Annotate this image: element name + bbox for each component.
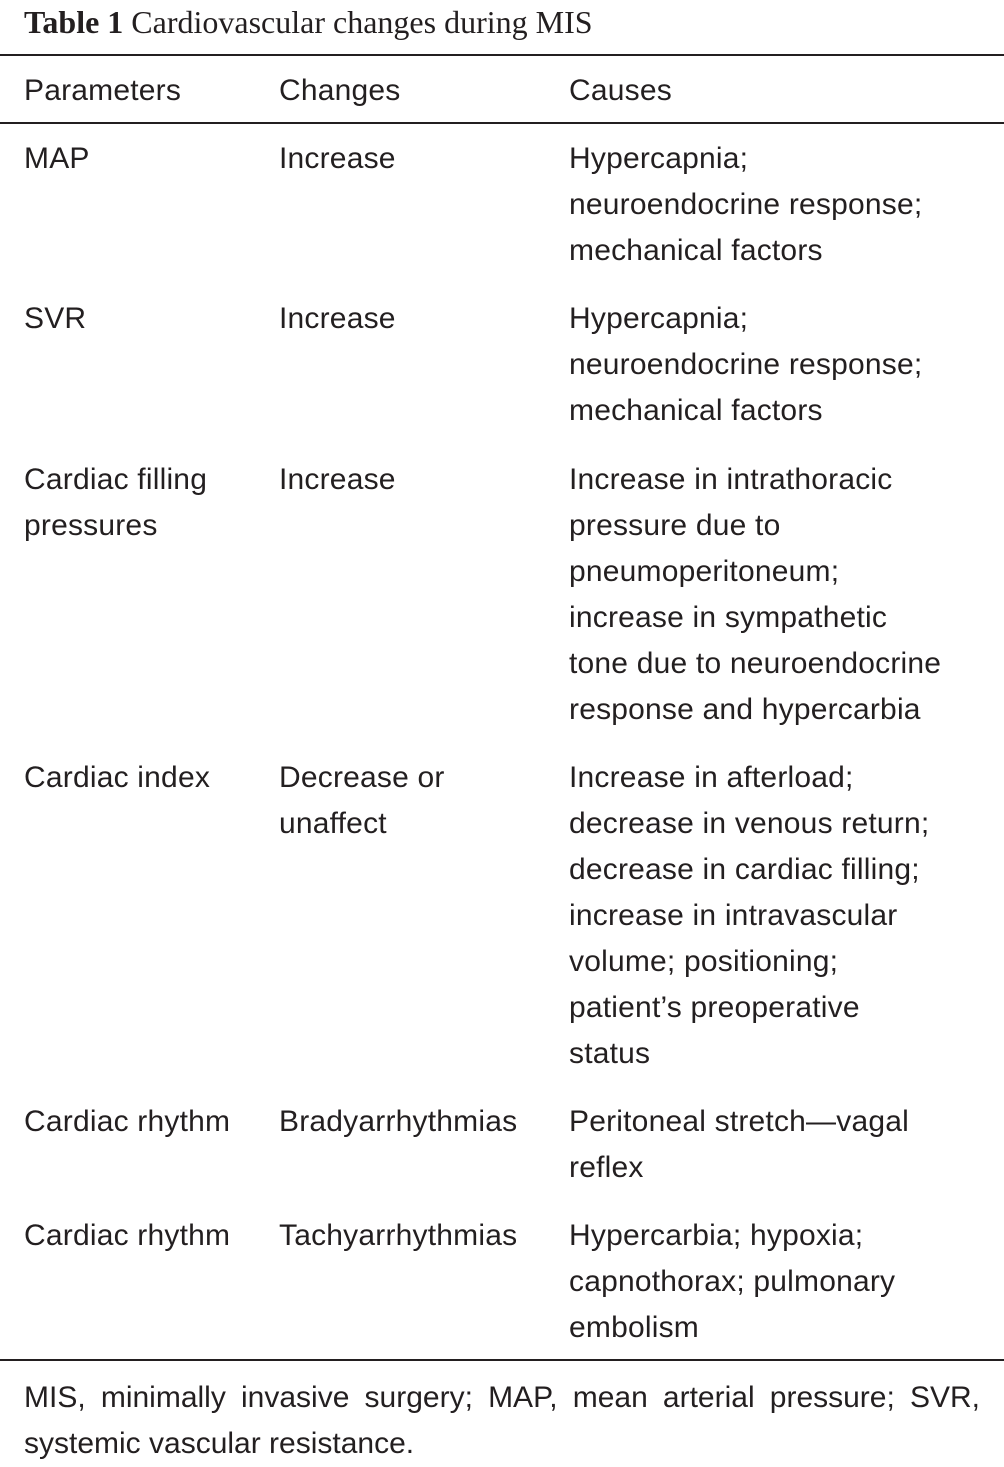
cell-line: Hypercapnia; [569, 302, 749, 335]
cell-line: capnothorax; pulmonary [569, 1265, 896, 1298]
change-cell [279, 1213, 564, 1259]
cell-line: Cardiac filling [24, 463, 208, 496]
causes-cell [569, 1099, 999, 1191]
parameter-cell [24, 136, 274, 182]
change-cell [279, 457, 564, 503]
header-causes: Causes [569, 74, 672, 107]
cell-line: Peritoneal stretch—vagal [569, 1105, 909, 1138]
causes-cell [569, 755, 999, 1077]
header-rule [0, 122, 1004, 124]
cell-line: Hypercarbia; hypoxia; [569, 1219, 864, 1252]
cell-line: increase in sympathetic [569, 601, 888, 634]
top-rule [0, 54, 1004, 56]
cell-line: Tachyarrhythmias [279, 1219, 518, 1252]
cell-line: response and hypercarbia [569, 693, 921, 726]
table-header [0, 71, 1004, 111]
cell-line: decrease in cardiac filling; [569, 853, 920, 886]
causes-cell [569, 457, 999, 733]
parameter-cell [24, 1213, 274, 1259]
cell-line: SVR [24, 302, 87, 335]
causes-cell [569, 1213, 999, 1351]
cell-line: Cardiac rhythm [24, 1105, 231, 1138]
table-caption [24, 2, 593, 42]
cell-line: Increase [279, 463, 396, 496]
cell-line: mechanical factors [569, 234, 823, 267]
cell-line: unaffect [279, 807, 387, 840]
change-cell [279, 136, 564, 182]
cell-line: mechanical factors [569, 394, 823, 427]
causes-cell [569, 136, 999, 274]
cell-line: Cardiac index [24, 761, 211, 794]
table-label: Table 1 [24, 4, 124, 40]
cell-line: volume; positioning; [569, 945, 839, 978]
table-title: Cardiovascular changes during MIS [131, 4, 593, 40]
cell-line: status [569, 1037, 651, 1070]
change-cell [279, 296, 564, 342]
header-changes: Changes [279, 74, 401, 107]
parameter-cell [24, 755, 274, 801]
table-footnote: MIS, minimally invasive surgery; MAP, mean arterial pressure; SVR, systemic vascular resistance. [24, 1381, 980, 1460]
cell-line: neuroendocrine response; [569, 348, 923, 381]
cell-line: pressure due to [569, 509, 781, 542]
cell-line: Increase [279, 302, 396, 335]
cell-line: pressures [24, 509, 158, 542]
cell-line: neuroendocrine response; [569, 188, 923, 221]
cell-line: Cardiac rhythm [24, 1219, 231, 1252]
cell-line: patient’s preoperative [569, 991, 860, 1024]
cell-line: tone due to neuroendocrine [569, 647, 942, 680]
cell-line: Hypercapnia; [569, 142, 749, 175]
change-cell [279, 1099, 564, 1145]
causes-cell [569, 296, 999, 434]
cell-line: Increase [279, 142, 396, 175]
cell-line: Bradyarrhythmias [279, 1105, 518, 1138]
cell-line: reflex [569, 1151, 644, 1184]
change-cell [279, 755, 564, 847]
header-parameters: Parameters [24, 74, 182, 107]
cell-line: increase in intravascular [569, 899, 898, 932]
cell-line: Increase in intrathoracic [569, 463, 893, 496]
cell-line: pneumoperitoneum; [569, 555, 840, 588]
parameter-cell [24, 296, 274, 342]
parameter-cell [24, 457, 274, 549]
parameter-cell [24, 1099, 274, 1145]
cell-line: decrease in venous return; [569, 807, 930, 840]
cell-line: MAP [24, 142, 90, 175]
cell-line: Decrease or [279, 761, 445, 794]
cell-line: Increase in afterload; [569, 761, 854, 794]
bottom-rule [0, 1359, 1004, 1361]
cell-line: embolism [569, 1311, 699, 1344]
